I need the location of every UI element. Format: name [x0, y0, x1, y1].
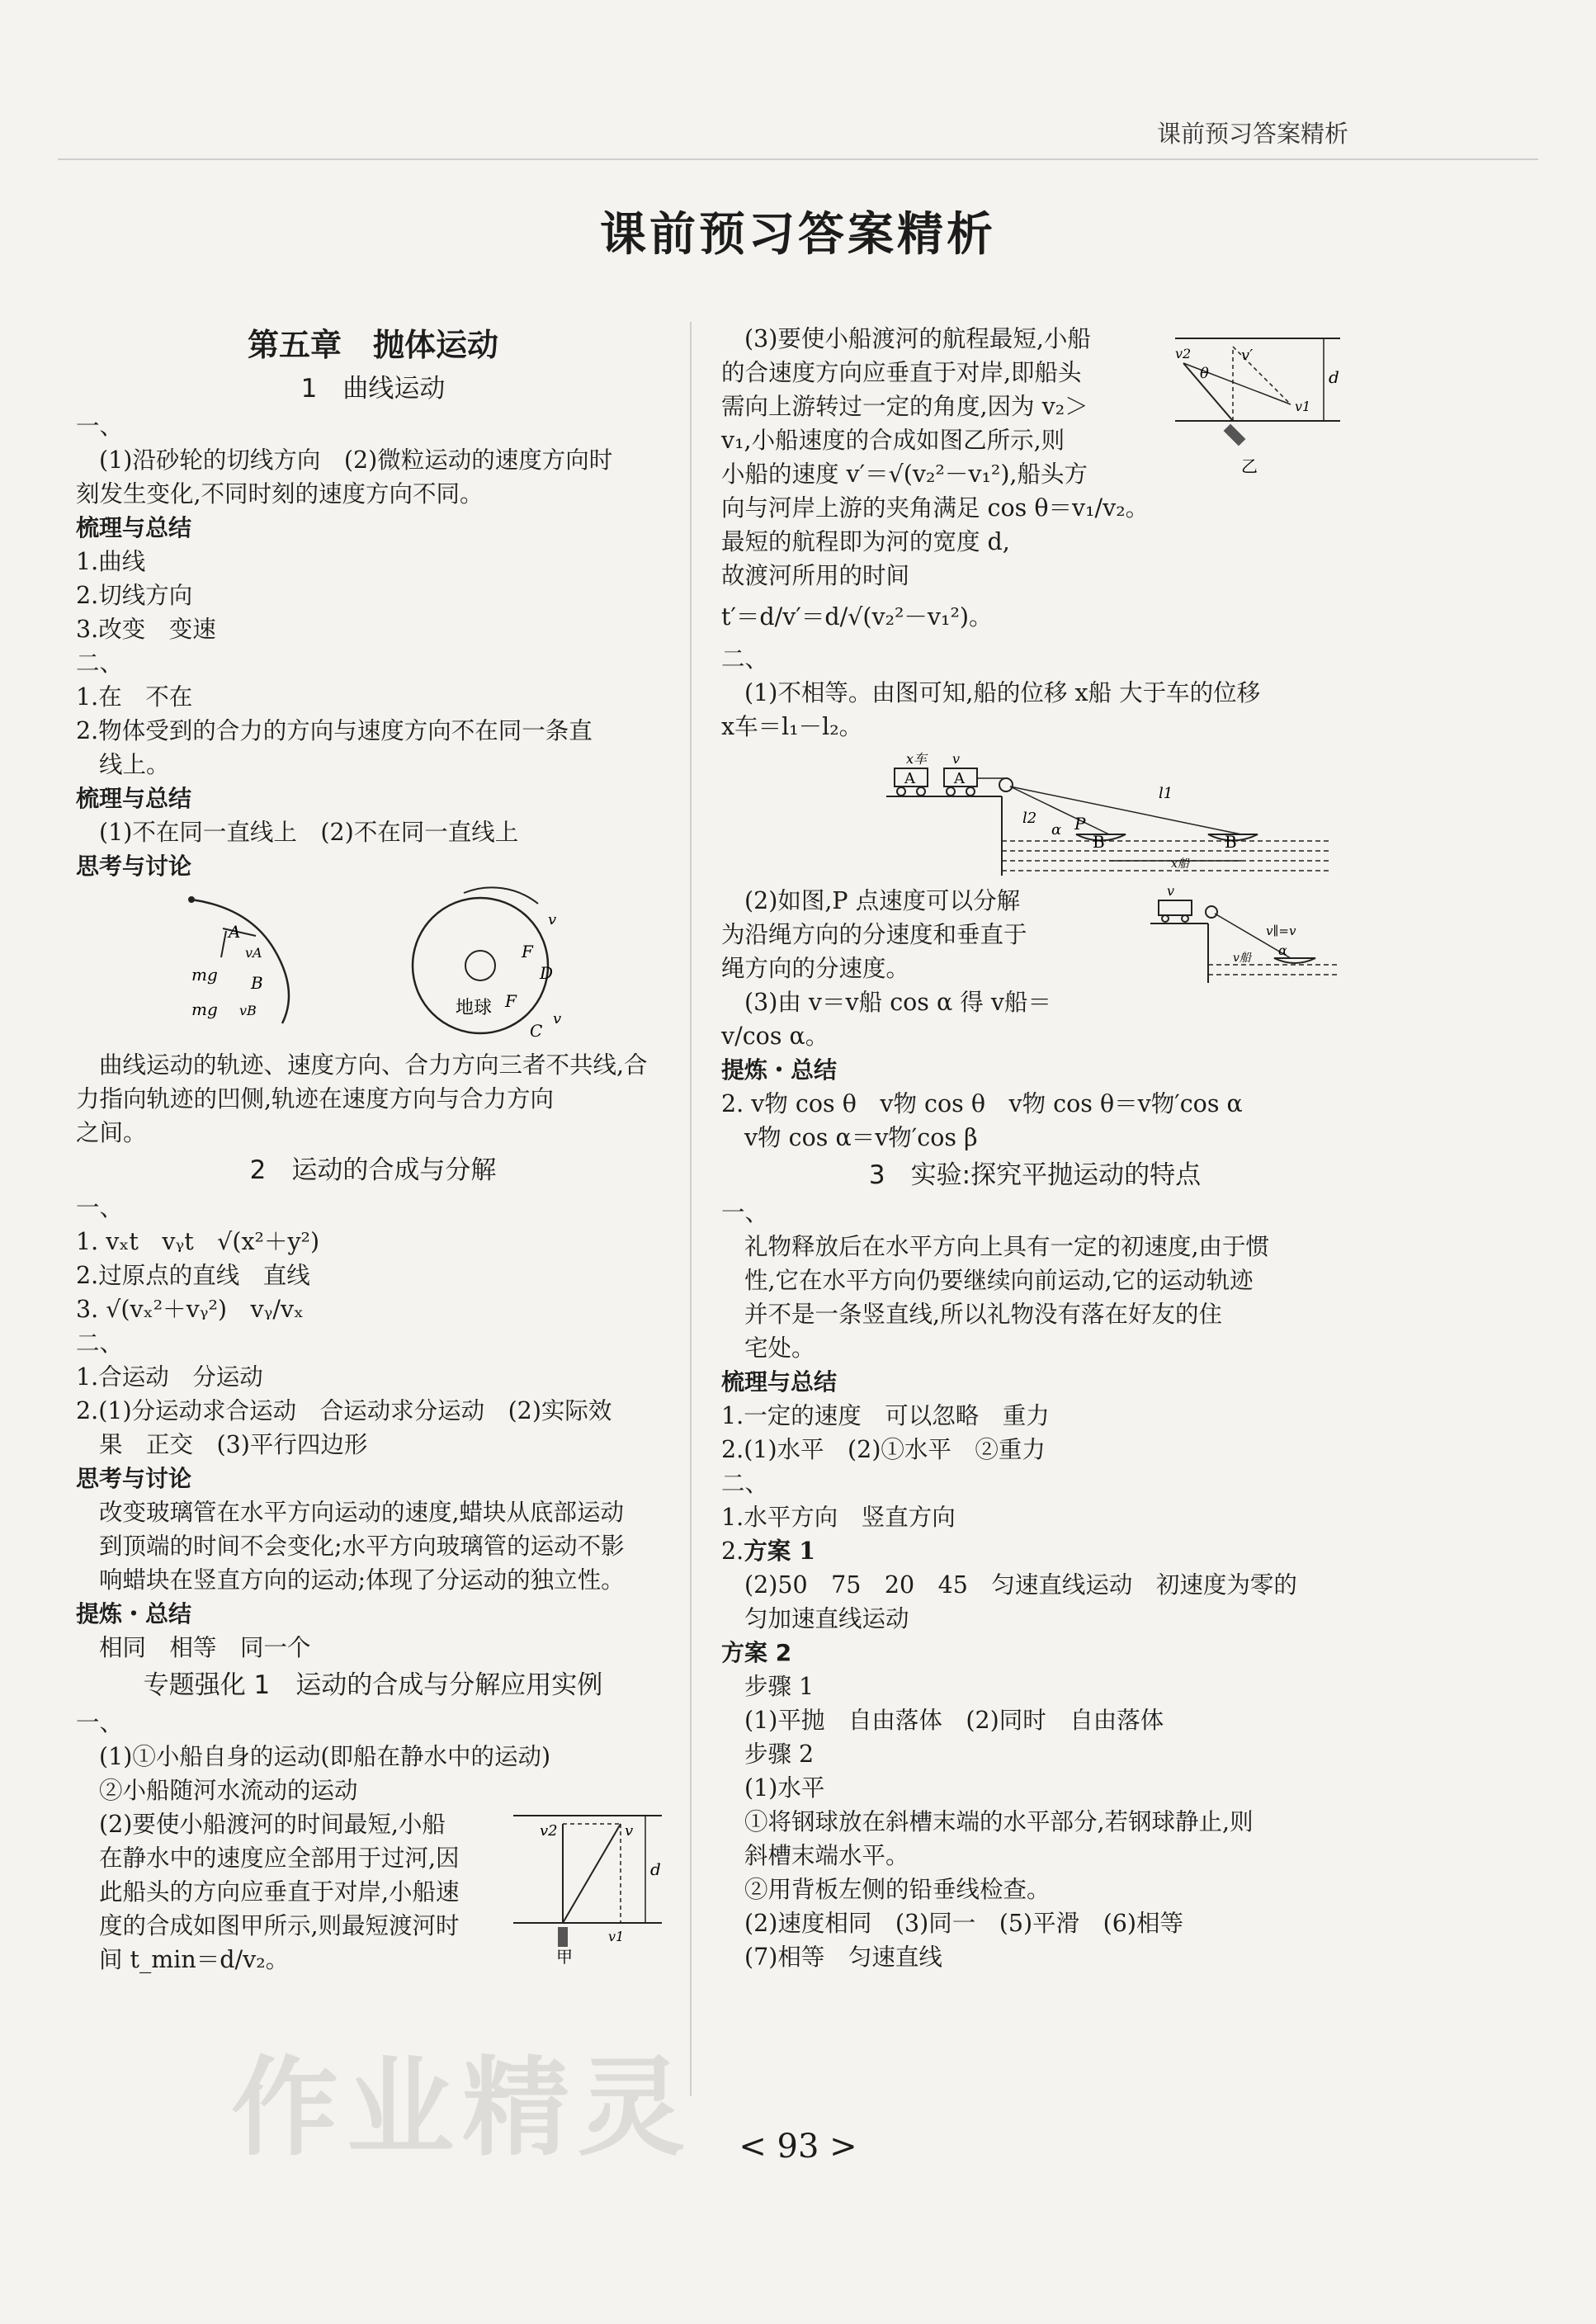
answer-line: (1)平抛 自由落体 (2)同时 自由落体: [744, 1707, 1164, 1734]
answer-line: (1)水平: [744, 1774, 825, 1802]
answer-line: 1.一定的速度 可以忽略 重力: [721, 1402, 1050, 1429]
label-v: v: [952, 751, 961, 767]
subheading: 提炼・总结: [721, 1056, 838, 1084]
answer-line: 步骤 2: [744, 1741, 815, 1768]
right-column: [721, 322, 1348, 1974]
answer-line: 之间。: [76, 1119, 147, 1146]
answer-line: (2)50 75 20 45 匀速直线运动 初速度为零的: [744, 1571, 1297, 1599]
plan-label: 方案 2: [721, 1639, 792, 1666]
label-xship: x船: [1171, 857, 1189, 871]
answer-line: 3.改变 变速: [76, 616, 216, 643]
text-with-figure-yi: [721, 322, 1348, 525]
label-vB: vB: [239, 1003, 257, 1018]
section-title-4: 3 实验:探究平抛运动的特点: [868, 1160, 1202, 1190]
answer-line: 1.水平方向 竖直方向: [721, 1504, 956, 1531]
label-alpha: α: [1051, 821, 1062, 838]
label-B: B: [251, 973, 263, 993]
label-vprime: v′: [1241, 347, 1254, 364]
section-title-2: 2 运动的合成与分解: [249, 1155, 497, 1185]
label-v-2: v: [553, 1010, 562, 1027]
item-number: 2.: [721, 1538, 744, 1565]
answer-line: ②小船随河水流动的运动: [99, 1777, 358, 1804]
running-header: 课前预习答案精析: [1156, 120, 1348, 148]
part-label: 一、: [721, 1199, 769, 1226]
label-v: v: [548, 911, 557, 928]
answer-line: (2)如图,P 点速度可以分解: [744, 887, 1021, 914]
label-B-2: B: [1225, 832, 1237, 852]
label-P: P: [1074, 814, 1086, 834]
section-title-1: 1 曲线运动: [300, 374, 446, 404]
figure-curve-and-earth: [76, 883, 670, 1048]
part-label: 二、: [76, 1330, 124, 1357]
answer-line: x车＝l₁－l₂。: [721, 713, 863, 740]
answer-line: ②用背板左侧的铅垂线检查。: [744, 1876, 1051, 1903]
label-v: v: [1167, 884, 1175, 899]
chapter-title: 第五章 抛体运动: [247, 327, 498, 363]
answer-line: 此船头的方向应垂直于对岸,小船速: [99, 1878, 460, 1906]
answer-line: 曲线运动的轨迹、速度方向、合力方向三者不共线,合: [99, 1051, 648, 1079]
label-v1: v1: [608, 1929, 625, 1944]
label-D: D: [540, 963, 554, 983]
answer-line: 改变玻璃管在水平方向运动的速度,蜡块从底部运动: [99, 1499, 625, 1526]
answer-line: 1.在 不在: [76, 683, 193, 711]
answer-line: 宅处。: [744, 1334, 815, 1362]
answer-line: 绳方向的分速度。: [721, 955, 910, 982]
answer-line: 为沿绳方向的分速度和垂直于: [721, 921, 1027, 948]
answer-line: 向与河岸上游的夹角满足 cos θ＝v₁/v₂。: [721, 494, 1150, 522]
label-d: d: [1329, 367, 1339, 387]
answer-line: v₁,小船速度的合成如图乙所示,则: [721, 427, 1065, 454]
answer-line: 到顶端的时间不会变化;水平方向玻璃管的运动不影: [99, 1533, 625, 1560]
part-label: 一、: [76, 1709, 124, 1736]
answer-line: 1.合运动 分运动: [76, 1363, 263, 1391]
watermark: 作业精灵: [231, 2045, 694, 2170]
answer-line: ①将钢球放在斜槽末端的水平部分,若钢球静止,则: [744, 1808, 1254, 1835]
figure-velocity-decomposition: [1142, 884, 1348, 991]
answer-line: 1.曲线: [76, 548, 146, 575]
answer-line: (3)要使小船渡河的航程最短,小船: [744, 325, 1091, 352]
label-A: A: [904, 770, 915, 787]
label-vA: vA: [245, 945, 262, 961]
figure-yi: [1167, 322, 1348, 479]
label-v2: v2: [540, 1822, 558, 1840]
part-label: 二、: [721, 1470, 769, 1497]
part-label: 一、: [76, 1194, 124, 1221]
label-l1: l1: [1159, 785, 1173, 802]
part-label: 二、: [721, 645, 769, 673]
answer-line: 需向上游转过一定的角度,因为 v₂＞: [721, 393, 1088, 420]
answer-line: 步骤 1: [744, 1673, 815, 1700]
answer-line: 斜槽末端水平。: [744, 1842, 909, 1869]
answer-line: (1)①小船自身的运动(即船在静水中的运动): [99, 1743, 551, 1770]
answer-line: 间 t_min＝d/v₂。: [99, 1946, 290, 1973]
answer-line: v/cos α。: [721, 1023, 829, 1050]
subheading: 梳理与总结: [721, 1368, 838, 1396]
label-vparallel: v∥=v: [1266, 923, 1296, 938]
answer-line: 礼物释放后在水平方向上具有一定的初速度,由于惯: [744, 1233, 1270, 1260]
answer-line: 2.物体受到的合力的方向与速度方向不在同一条直: [76, 717, 593, 744]
answer-line: v物 cos α＝v物′cos β: [744, 1124, 978, 1151]
text-with-figure-jia: [76, 1807, 670, 1977]
answer-line: 在静水中的速度应全部用于过河,因: [99, 1845, 460, 1872]
answer-line: 响蜡块在竖直方向的运动;体现了分运动的独立性。: [99, 1566, 625, 1594]
figure-car-boat: [721, 744, 1348, 884]
subheading: 梳理与总结: [76, 785, 192, 812]
subheading: 梳理与总结: [76, 514, 192, 541]
subheading: 提炼・总结: [76, 1600, 192, 1627]
part-label: 二、: [76, 649, 124, 677]
answer-line: (7)相等 匀速直线: [744, 1944, 942, 1971]
figure-jia: [505, 1799, 670, 1964]
answer-line: 1. vₓt vᵧt √(x²＋y²): [76, 1228, 320, 1255]
subheading: 思考与讨论: [76, 1465, 192, 1492]
answer-line: 小船的速度 v′＝√(v₂²－v₁²),船头方: [721, 461, 1088, 488]
subheading: 思考与讨论: [76, 853, 192, 880]
answer-line: t′＝d/v′＝d/√(v₂²－v₁²)。: [721, 603, 993, 631]
header-rule: [58, 158, 1538, 160]
answer-line: 并不是一条竖直线,所以礼物没有落在好友的住: [744, 1301, 1223, 1328]
answer-line: 度的合成如图甲所示,则最短渡河时: [99, 1912, 460, 1939]
label-d: d: [650, 1859, 661, 1879]
label-B: B: [1093, 832, 1105, 852]
page-number: < 93 >: [739, 2128, 857, 2166]
page-title: 课前预习答案精析: [600, 208, 996, 262]
label-earth: 地球: [456, 998, 493, 1018]
answer-line: (1)不相等。由图可知,船的位移 x船 大于车的位移: [744, 679, 1261, 706]
answer-line: 3. √(vₓ²＋vᵧ²) vᵧ/vₓ: [76, 1296, 305, 1323]
label-vship: v船: [1233, 952, 1251, 965]
answer-line: 最短的航程即为河的宽度 d,: [721, 528, 1010, 555]
label-C: C: [530, 1021, 543, 1041]
answer-line: 相同 相等 同一个: [99, 1634, 311, 1661]
label-v: v: [625, 1822, 634, 1840]
answer-line: (1)不在同一直线上 (2)不在同一直线上: [99, 819, 519, 846]
answer-line: 故渡河所用的时间: [721, 562, 910, 589]
answer-line: 2. v物 cos θ v物 cos θ v物 cos θ＝v物′cos α: [721, 1090, 1243, 1117]
answer-line: 性,它在水平方向仍要继续向前运动,它的运动轨迹: [744, 1267, 1254, 1294]
answer-line: 2.过原点的直线 直线: [76, 1262, 310, 1289]
answer-line: 2.切线方向: [76, 582, 193, 609]
label-v1: v1: [1295, 399, 1311, 414]
answer-line: 2.(1)分运动求合运动 合运动求分运动 (2)实际效: [76, 1397, 612, 1424]
label-alpha: α: [1278, 942, 1287, 958]
answer-line: (3)由 v＝v船 cos α 得 v船＝: [744, 989, 1051, 1016]
label-l2: l2: [1022, 810, 1037, 827]
label-A: A: [229, 922, 241, 942]
label-F: F: [522, 942, 533, 961]
plan-label: 方案 1: [744, 1537, 815, 1565]
answer-line: 线上。: [99, 751, 170, 778]
label-xcar: x车: [906, 751, 928, 767]
label-theta: θ: [1200, 365, 1209, 382]
figure-caption-yi: 乙: [1241, 456, 1258, 476]
answer-line: (2)要使小船渡河的时间最短,小船: [99, 1811, 446, 1838]
answer-line: 果 正交 (3)平行四边形: [99, 1431, 368, 1458]
answer-line: 刻发生变化,不同时刻的速度方向不同。: [76, 480, 484, 508]
answer-line: 2.(1)水平 (2)①水平 ②重力: [721, 1436, 1046, 1463]
answer-line: [721, 1534, 1348, 1568]
answer-line: 匀加速直线运动: [744, 1605, 909, 1632]
label-A-2: A: [954, 770, 965, 787]
section-title-3: 专题强化 1 运动的合成与分解应用实例: [143, 1670, 603, 1700]
part-label: 一、: [76, 413, 124, 440]
answer-line: (2)速度相同 (3)同一 (5)平滑 (6)相等: [744, 1910, 1183, 1937]
figure-caption-jia: 甲: [556, 1947, 573, 1964]
label-F-2: F: [505, 991, 517, 1011]
text-with-figure-velocity: [721, 884, 1348, 1053]
label-mg: mg: [191, 965, 218, 985]
label-mg-2: mg: [191, 999, 218, 1019]
label-v2: v2: [1175, 346, 1192, 361]
left-column: [76, 322, 670, 1977]
column-divider: [690, 322, 692, 2096]
answer-line: 力指向轨迹的凹侧,轨迹在速度方向与合力方向: [76, 1085, 555, 1112]
answer-line: (1)沿砂轮的切线方向 (2)微粒运动的速度方向时: [99, 446, 613, 474]
answer-line: 的合速度方向应垂直于对岸,即船头: [721, 359, 1082, 386]
